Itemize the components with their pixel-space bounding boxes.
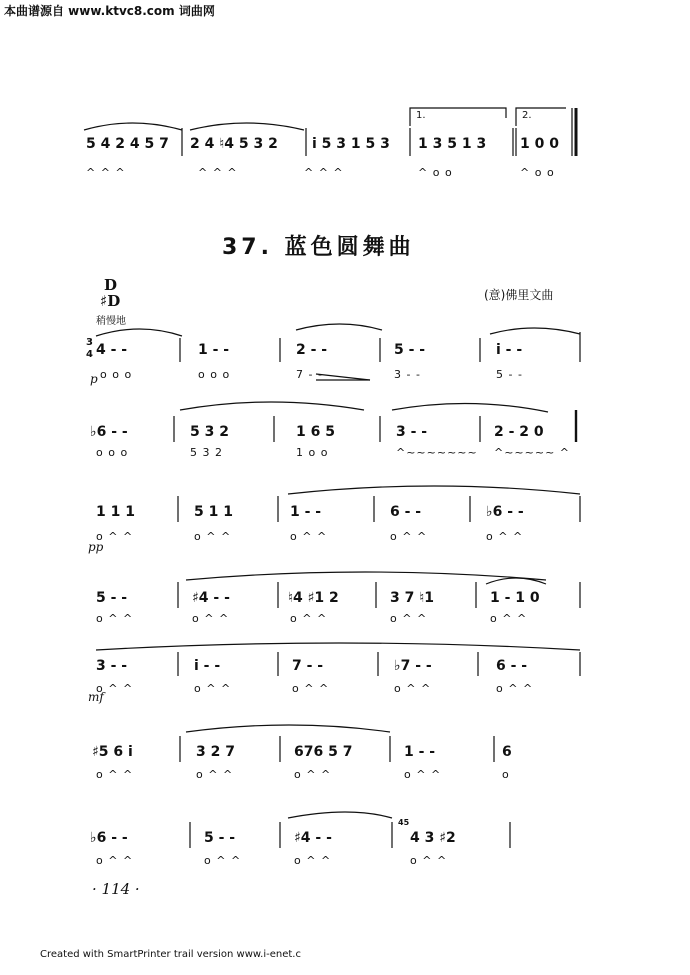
- line7-measure-4: 4 3 ♯2: [410, 830, 456, 846]
- ending-2-bracket: [516, 108, 566, 126]
- line6-bass-3: o ^ ^: [294, 768, 332, 781]
- prev-measure-2: 2 4 ♮4 5 3 2: [190, 136, 278, 152]
- line1-bass-2: o o o: [198, 368, 231, 381]
- tempo-marking: 稍慢地: [96, 316, 126, 327]
- time-signature-bottom: 4: [86, 349, 93, 360]
- line5-bass-2: o ^ ^: [194, 682, 232, 695]
- line7-measure-3: ♯4 - -: [294, 830, 332, 846]
- line5-bass-5: o ^ ^: [496, 682, 534, 695]
- slur: [392, 403, 548, 412]
- line3-bass-1: o ^ ^: [96, 530, 134, 543]
- slur: [190, 123, 304, 130]
- slur: [84, 123, 182, 130]
- dynamic-p: p: [90, 372, 98, 386]
- line2-measure-2: 5 3 2: [190, 424, 229, 440]
- line2-measure-4: 3 - -: [396, 424, 428, 440]
- line3-measure-4: 6 - -: [390, 504, 422, 520]
- line1-measure-2: 1 - -: [198, 342, 230, 358]
- line2-measure-1: ♭6 - -: [90, 424, 128, 440]
- line4-bass-4: o ^ ^: [390, 612, 428, 625]
- crescendo-line: [316, 374, 370, 380]
- line4-measure-4: 3 7 ♮1: [390, 590, 434, 606]
- prev-measure-1: 5 4 2 4 5 7: [86, 136, 169, 152]
- prev-measure-3: i 5 3 1 5 3: [312, 136, 390, 152]
- line5-measure-4: ♭7 - -: [394, 658, 432, 674]
- line6-bass-4: o ^ ^: [404, 768, 442, 781]
- line7-bass-3: o ^ ^: [294, 854, 332, 867]
- line3-measure-5: ♭6 - -: [486, 504, 524, 520]
- line4-measure-3: ♮4 ♯1 2: [288, 590, 339, 606]
- line6-bass-2: o ^ ^: [196, 768, 234, 781]
- line1-measure-4: 5 - -: [394, 342, 426, 358]
- line3-bass-4: o ^ ^: [390, 530, 428, 543]
- prev-measure-4: 1 3 5 1 3: [418, 136, 487, 152]
- line4-measure-2: ♯4 - -: [192, 590, 230, 606]
- dynamic-mf: mf: [88, 690, 104, 704]
- line5-measure-3: 7 - -: [292, 658, 324, 674]
- prev-bass-1: ^ ^ ^: [86, 166, 126, 179]
- line2-bass-1: o o o: [96, 446, 129, 459]
- line6-measure-3: 676 5 7: [294, 744, 353, 760]
- key-signature-line1: D: [104, 276, 118, 294]
- ending-1-bracket: [410, 108, 506, 126]
- line5-measure-2: i - -: [194, 658, 221, 674]
- ending-2-label: 2.: [522, 110, 532, 121]
- line6-measure-1: ♯5 6 i: [92, 744, 133, 760]
- line1-bass-3: 7 - -: [296, 368, 323, 381]
- line1-measure-1: 4 - -: [96, 342, 128, 358]
- time-signature-top: 3: [86, 337, 93, 348]
- line1-measure-5: i - -: [496, 342, 523, 358]
- line5-bass-3: o ^ ^: [292, 682, 330, 695]
- footer-credit: Created with SmartPrinter trail version www.i-enet.c: [40, 949, 301, 960]
- slur: [180, 402, 364, 410]
- line1-bass-4: 3 - -: [394, 368, 421, 381]
- grace-notes: 45: [398, 818, 410, 827]
- line5-measure-1: 3 - -: [96, 658, 128, 674]
- line3-measure-2: 5 1 1: [194, 504, 233, 520]
- slur: [186, 572, 546, 580]
- line2-measure-5: 2 - 2 0: [494, 424, 544, 440]
- line1-measure-3: 2 - -: [296, 342, 328, 358]
- line4-measure-1: 5 - -: [96, 590, 128, 606]
- line1-bass-1: o o o: [100, 368, 133, 381]
- line6-measure-2: 3 2 7: [196, 744, 235, 760]
- slur: [288, 812, 392, 818]
- line7-measure-1: ♭6 - -: [90, 830, 128, 846]
- key-signature-line2: ♯D: [100, 292, 121, 310]
- line6-measure-4: 1 - -: [404, 744, 436, 760]
- slur: [96, 329, 182, 336]
- prev-measure-5: 1 0 0: [520, 136, 559, 152]
- composer-credit: (意)佛里文曲: [484, 288, 554, 302]
- line4-bass-5: o ^ ^: [490, 612, 528, 625]
- line7-bass-4: o ^ ^: [410, 854, 448, 867]
- line2-bass-2: 5 3 2: [190, 446, 223, 459]
- slur: [490, 328, 580, 334]
- line2-bass-3: 1 o o: [296, 446, 329, 459]
- prev-bass-4: ^ o o: [418, 166, 453, 179]
- slur: [96, 643, 580, 650]
- line3-measure-1: 1 1 1: [96, 504, 135, 520]
- line3-measure-3: 1 - -: [290, 504, 322, 520]
- line2-bass-5: ^~~~~~ ^: [494, 446, 571, 459]
- ending-1-label: 1.: [416, 110, 426, 121]
- line4-bass-1: o ^ ^: [96, 612, 134, 625]
- prev-bass-2: ^ ^ ^: [198, 166, 238, 179]
- header-watermark: 本曲谱源自 www.ktvc8.com 词曲网: [4, 4, 215, 18]
- line6-bass-1: o ^ ^: [96, 768, 134, 781]
- line3-bass-3: o ^ ^: [290, 530, 328, 543]
- prev-bass-5: ^ o o: [520, 166, 555, 179]
- slur: [296, 324, 382, 330]
- prev-bass-3: ^ ^ ^: [304, 166, 344, 179]
- dynamic-pp: pp: [88, 540, 104, 554]
- line2-measure-3: 1 6 5: [296, 424, 335, 440]
- slur: [288, 486, 580, 494]
- line3-bass-2: o ^ ^: [194, 530, 232, 543]
- line7-bass-1: o ^ ^: [96, 854, 134, 867]
- page-number: · 114 ·: [92, 880, 140, 898]
- line7-bass-2: o ^ ^: [204, 854, 242, 867]
- line3-bass-5: o ^ ^: [486, 530, 524, 543]
- line6-measure-5: 6: [502, 744, 512, 760]
- line2-bass-4: ^~~~~~~~: [396, 446, 478, 459]
- line4-bass-3: o ^ ^: [290, 612, 328, 625]
- line5-bass-4: o ^ ^: [394, 682, 432, 695]
- line4-bass-2: o ^ ^: [192, 612, 230, 625]
- slur: [186, 725, 390, 732]
- line5-measure-5: 6 - -: [496, 658, 528, 674]
- line7-measure-2: 5 - -: [204, 830, 236, 846]
- piece-title: 37. 蓝色圆舞曲: [222, 235, 415, 260]
- line5-bass-1: o ^ ^: [96, 682, 134, 695]
- line6-bass-5: o: [502, 768, 510, 781]
- line4-measure-5: 1 - 1 0: [490, 590, 540, 606]
- line1-bass-5: 5 - -: [496, 368, 523, 381]
